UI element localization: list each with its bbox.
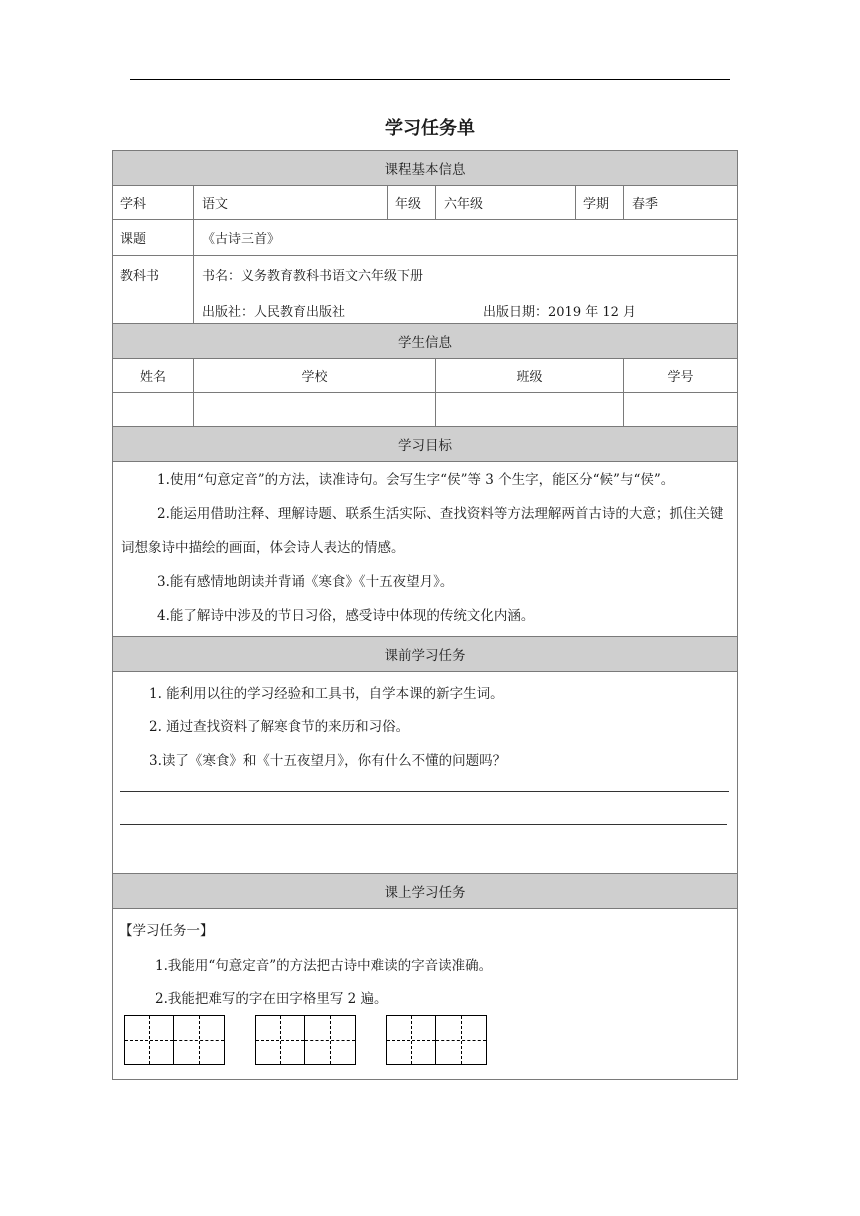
tianzige-box[interactable] — [174, 1015, 225, 1065]
school-column-header: 学校 — [194, 359, 436, 393]
school-input-cell[interactable] — [194, 393, 436, 427]
section-in-class — [113, 874, 738, 909]
name-input-cell[interactable] — [113, 393, 194, 427]
pre-class-item: 3.读了《寒食》和《十五夜望月》，你有什么不懂的问题吗？ — [149, 753, 507, 769]
task-title: 【学习任务一】 — [119, 923, 214, 939]
section-header-in-class: 课上学习任务 — [113, 874, 738, 909]
goal-item: 2.能运用借助注释、理解诗题、联系生活实际、查找资料等方法理解两首古诗的大意；抓住关键词想象诗中描绘的画面，体会诗人表达的情感。 — [121, 506, 724, 556]
answer-line[interactable] — [120, 791, 729, 792]
section-pre-class — [113, 637, 738, 672]
tianzige-box[interactable] — [124, 1015, 174, 1065]
subject-value: 语文 — [194, 186, 388, 220]
goal-item: 4.能了解诗中涉及的节日习俗，感受诗中体现的传统文化内涵。 — [157, 608, 535, 624]
student-id-input-cell[interactable] — [624, 393, 738, 427]
goal-item: 3.能有感情地朗读并背诵《寒食》《十五夜望月》。 — [157, 574, 454, 590]
page-title: 学习任务单 — [385, 118, 475, 139]
section-goals — [113, 427, 738, 462]
grade-label: 年级 — [388, 186, 436, 220]
section-header-course-info: 课程基本信息 — [113, 151, 738, 186]
header-rule — [130, 79, 730, 80]
section-student-info — [113, 324, 738, 359]
answer-line[interactable] — [120, 824, 727, 825]
tianzige-box[interactable] — [255, 1015, 305, 1065]
tianzige-group — [386, 1015, 487, 1065]
section-header-student-info: 学生信息 — [113, 324, 738, 359]
class-input-cell[interactable] — [436, 393, 624, 427]
pre-class-row — [113, 672, 738, 874]
section-header-goals: 学习目标 — [113, 427, 738, 462]
course-info-row — [113, 186, 738, 220]
goals-row — [113, 462, 738, 637]
term-label: 学期 — [576, 186, 624, 220]
task-sheet-table — [112, 150, 738, 1080]
subject-label: 学科 — [113, 186, 194, 220]
topic-label: 课题 — [113, 220, 194, 256]
publication-date: 出版日期：2019 年 12 月 — [483, 305, 637, 320]
in-class-row — [113, 909, 738, 1080]
goal-item: 1.使用“句意定音”的方法，读准诗句。会写生字“侯”等 3 个生字，能区分“候”与“侯”。 — [157, 472, 675, 488]
in-class-item: 1.我能用“句意定音”的方法把古诗中难读的字音读准确。 — [155, 958, 493, 974]
student-info-header-row — [113, 359, 738, 393]
student-info-input-row — [113, 393, 738, 427]
publisher: 出版社：人民教育出版社 — [202, 305, 346, 320]
textbook-row — [113, 256, 738, 324]
section-course-info — [113, 151, 738, 186]
section-header-pre-class: 课前学习任务 — [113, 637, 738, 672]
tianzige-box[interactable] — [386, 1015, 436, 1065]
textbook-label: 教科书 — [120, 269, 160, 284]
topic-row — [113, 220, 738, 256]
tianzige-box[interactable] — [436, 1015, 487, 1065]
name-column-header: 姓名 — [113, 359, 194, 393]
class-column-header: 班级 — [436, 359, 624, 393]
tianzige-box[interactable] — [305, 1015, 356, 1065]
term-value: 春季 — [624, 186, 738, 220]
book-name: 书名：义务教育教科书语文六年级下册 — [202, 269, 424, 284]
grade-value: 六年级 — [436, 186, 576, 220]
tianzige-group — [255, 1015, 356, 1065]
topic-value: 《古诗三首》 — [194, 220, 738, 256]
student-id-column-header: 学号 — [624, 359, 738, 393]
pre-class-item: 2. 通过查找资料了解寒食节的来历和习俗。 — [149, 719, 410, 735]
in-class-item: 2.我能把难写的字在田字格里写 2 遍。 — [155, 991, 388, 1007]
tianzige-group — [124, 1015, 225, 1065]
pre-class-item: 1. 能利用以往的学习经验和工具书，自学本课的新字生词。 — [149, 686, 504, 702]
